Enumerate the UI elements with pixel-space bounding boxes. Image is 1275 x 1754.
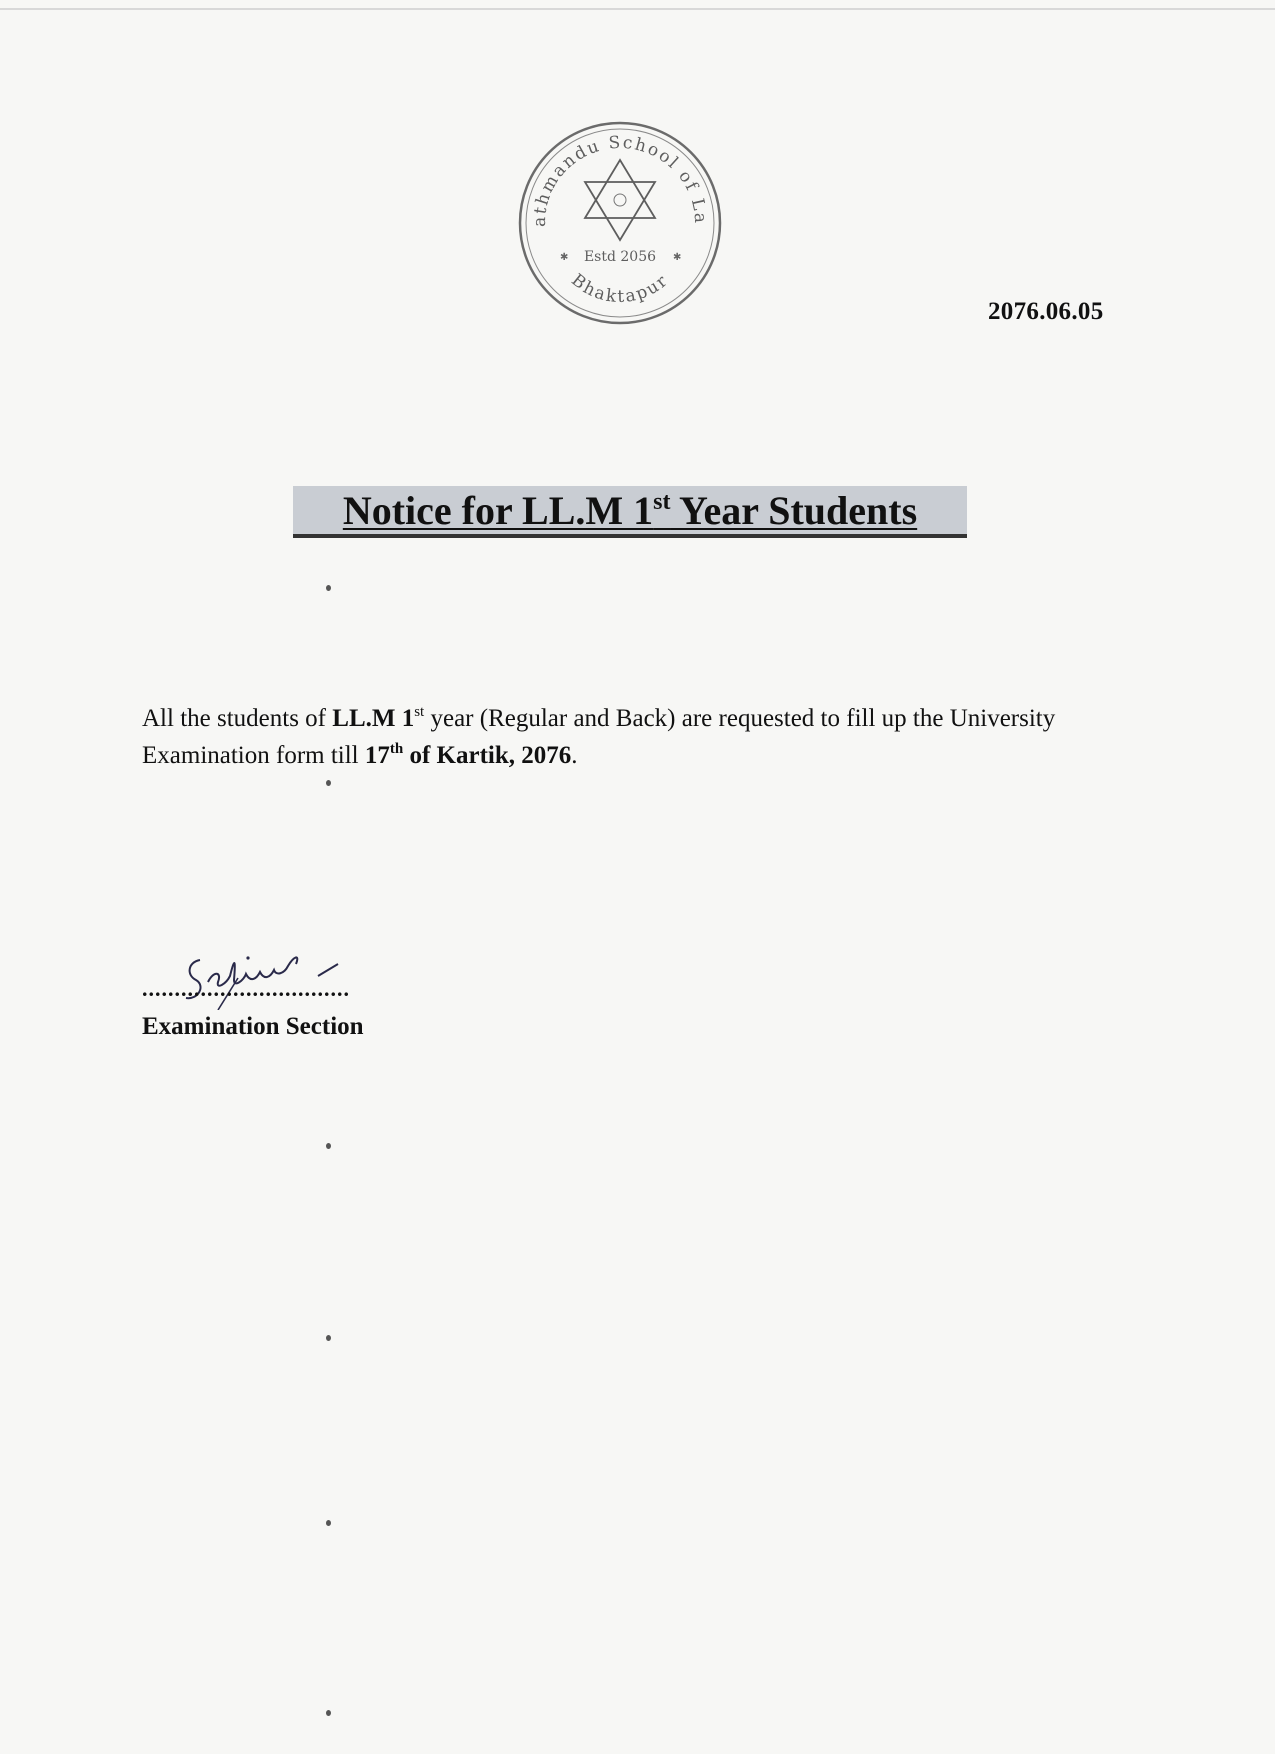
notice-title: Notice for LL.M 1st Year Students: [342, 488, 918, 533]
seal-bottom-text: Bhaktapur: [567, 270, 673, 308]
notice-date: 2076.06.05: [988, 298, 1104, 325]
punch-mark: [326, 780, 331, 786]
seal-top-text: athmandu School of La: [529, 132, 711, 228]
punch-mark: [326, 1520, 331, 1526]
institution-seal: [515, 118, 725, 328]
punch-mark: [326, 585, 331, 591]
signature-label: Examination Section: [142, 1013, 364, 1040]
scan-edge-line: [0, 8, 1275, 10]
title-highlight-band: [293, 486, 967, 538]
punch-mark: [326, 1710, 331, 1716]
punch-mark: [326, 1335, 331, 1341]
seal-estd-text: Estd 2056: [583, 249, 657, 265]
svg-text:✱: ✱: [560, 252, 569, 263]
punch-mark: [326, 1143, 331, 1149]
signature-line: ................................: [142, 976, 350, 1001]
notice-body: All the students of LL.M 1st year (Regular and Back) are requested to fill up the University Examination form till 17th of Kartik, 2076.: [142, 704, 1056, 769]
svg-text:✱: ✱: [673, 252, 682, 263]
seal-graphic: [515, 118, 725, 328]
svg-text:Bhaktapur: [567, 270, 672, 307]
